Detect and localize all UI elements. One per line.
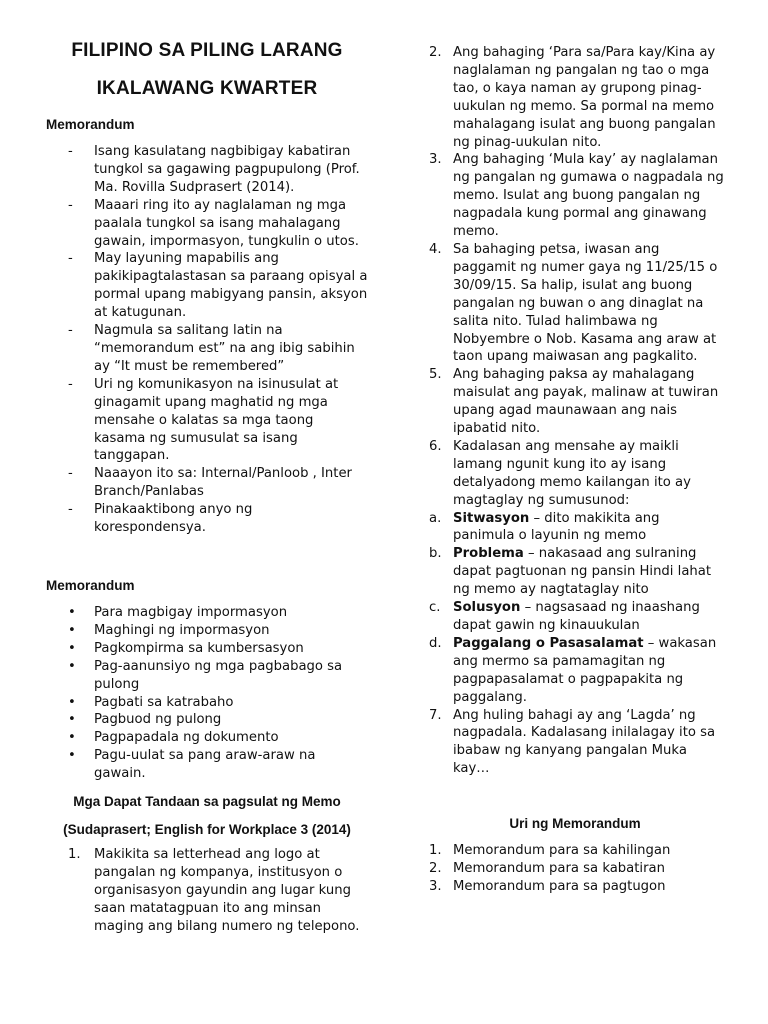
list-item: 6. Kadalasan ang mensahe ay maikli lamang ngunit kung ito ay isang detalyadong memo kailangan ito ay magtaglay ng sumusunod:: [429, 438, 691, 508]
list-item: - Pinakaaktibong anyo ng korespondensya.: [68, 502, 253, 536]
list-number: 1.: [68, 847, 81, 862]
list-item: - Isang kasulatang nagbibigay kabatiran tungkol sa gagawing pagpupulong (Prof. Ma. Rovilla Sudprasert (2014).: [68, 144, 360, 195]
list-item: 5. Ang bahaging paksa ay mahalagang maisulat ang payak, malinaw at tuwiran upang agad maunawaan ang nais ipabatid nito.: [429, 367, 719, 437]
sub-list-item: b. Problema – nakasaad ang sulraning dapat pagtuonan ng pansin Hindi lahat ng memo ay nagtataglay nito: [429, 546, 712, 598]
bullet-icon: •: [68, 622, 76, 638]
list-item: • Pagbati sa katrabaho: [68, 694, 234, 710]
guidelines-list-continued: [429, 44, 725, 778]
list-item: • Pag-aanunsiyo ng mga pagbabago sa pulong: [68, 658, 343, 692]
list-item: 1. Makikita sa letterhead ang logo at pangalan ng kompanya, institusyon o organisasyon gayundin ang lugar kung saan matatagpuan ito ang minsan maging ang bilang numero ng telepono.: [68, 847, 360, 934]
dash-marker: -: [68, 466, 73, 482]
list-item: • Pagkompirma sa kumbersasyon: [68, 640, 304, 656]
list-item: 1. Memorandum para sa kahilingan: [429, 843, 671, 858]
section-heading-memorandum-2: Memorandum: [46, 578, 135, 593]
list-item: - Nagmula sa salitang latin na “memorandum est” na ang ibig sabihin ay “It must be remembered”: [68, 323, 355, 374]
list-item: 2. Ang bahaging ‘Para sa/Para kay/Kina ay naglalaman ng pangalan ng tao o mga tao, o kaya naman ay grupong pinag-uukulan ng memo. Sa pormal na memo mahalagang isulat ang buong pangalan ng pinag-uukulan nito.: [429, 45, 716, 150]
bullet-icon: •: [68, 658, 76, 674]
section-heading-source: (Sudaprasert; English for Workplace 3 (2014): [63, 822, 351, 837]
dash-marker: -: [68, 376, 73, 392]
list-number: 4.: [429, 241, 442, 257]
dash-marker: -: [68, 251, 73, 267]
sub-list-item: c. Solusyon – nagsasaad ng inaashang dapat gawin ng kinauukulan: [429, 600, 700, 633]
sub-list-item: a. Sitwasyon – dito makikita ang panimula o layunin ng memo: [429, 510, 660, 544]
memorandum-purpose-list: [66, 604, 366, 783]
list-item: • Para magbigay impormasyon: [68, 605, 288, 620]
list-item: 3. Memorandum para sa pagtugon: [429, 878, 666, 894]
list-number: 6.: [429, 438, 442, 454]
bullet-icon: •: [68, 605, 76, 620]
list-item: • Maghingi ng impormasyon: [68, 622, 270, 638]
bullet-icon: •: [68, 694, 76, 710]
memorandum-types-list: [429, 842, 725, 896]
list-item: - Maaari ring ito ay naglalaman ng mga paalala tungkol sa isang mahalagang gawain, impormasyon, tungkulin o utos.: [68, 197, 359, 249]
list-item: • Pagbuod ng pulong: [68, 712, 222, 728]
list-item: • Pagpapadala ng dokumento: [68, 730, 279, 746]
list-number: 1.: [429, 843, 442, 858]
bullet-icon: •: [68, 730, 76, 746]
section-heading-guidelines: Mga Dapat Tandaan sa pagsulat ng Memo: [73, 794, 341, 809]
list-letter: a.: [429, 510, 442, 526]
guidelines-list: [66, 846, 368, 936]
bullet-icon: •: [68, 712, 76, 728]
list-letter: d.: [429, 635, 442, 651]
list-item: 7. Ang huling bahagi ay ang ‘Lagda’ ng nagpadala. Kadalasang inilalagay ito sa ibabaw ng kanyang pangalan Muka kay…: [429, 707, 716, 777]
sub-item-term: Sitwasyon: [453, 510, 530, 526]
memorandum-definition-list: [68, 143, 368, 537]
dash-marker: -: [68, 323, 73, 339]
list-item: 2. Memorandum para sa kabatiran: [429, 860, 665, 876]
list-item: - May layuning mapabilis ang pakikipagtalastasan sa paraang opisyal a pormal upang mabigyang pansin, aksyon at katugunan.: [68, 251, 368, 321]
list-number: 5.: [429, 367, 442, 383]
list-letter: b.: [429, 546, 442, 562]
sub-item-term: Solusyon: [453, 600, 521, 616]
dash-marker: -: [68, 502, 73, 518]
dash-marker: -: [68, 144, 73, 159]
section-heading-types: Uri ng Memorandum: [509, 816, 641, 831]
dash-marker: -: [68, 197, 73, 213]
list-item: • Pagu-uulat sa pang araw-araw na gawain.: [68, 748, 316, 782]
list-item: - Naaayon ito sa: Internal/Panloob , Inter Branch/Panlabas: [68, 466, 352, 500]
section-heading-memorandum-1: Memorandum: [46, 117, 135, 132]
bullet-icon: •: [68, 748, 76, 764]
list-number: 3.: [429, 878, 442, 894]
list-number: 7.: [429, 707, 442, 723]
list-number: 2.: [429, 860, 442, 876]
list-item: 4. Sa bahaging petsa, iwasan ang paggamit ng numer gaya ng 11/25/15 o 30/09/15. Sa halip, isulat ang buong pangalan ng buwan o ang dinaglat na salita nito. Tulad halimbawa ng Nobyembre o Nob. Kasama ang araw at taon upang maiwasan ang pagkalito.: [429, 241, 718, 365]
bullet-icon: •: [68, 640, 76, 656]
sub-list-item: d. Paggalang o Pasasalamat – wakasan ang mermo sa pamamagitan ng pagpapasalamat o pagpapakita ng paggalang.: [429, 635, 717, 705]
sub-item-term: Paggalang o Pasasalamat: [453, 635, 644, 651]
list-item: - Uri ng komunikasyon na isinusulat at ginagamit upang maghatid ng mga mensahe o kalatas sa mga taong kasama ng sumusulat sa isang tanggapan.: [68, 376, 339, 464]
document-subtitle: IKALAWANG KWARTER: [96, 78, 318, 99]
sub-item-term: Problema: [453, 546, 524, 562]
list-number: 3.: [429, 152, 442, 168]
list-number: 2.: [429, 45, 442, 60]
list-item: 3. Ang bahaging ‘Mula kay’ ay naglalaman ng pangalan ng gumawa o nagpadala ng memo. Isulat ang buong pangalan ng nagpadala kung pormal ang ginawang memo.: [429, 152, 724, 240]
document-title: FILIPINO SA PILING LARANG: [71, 40, 343, 61]
list-letter: c.: [429, 600, 441, 616]
